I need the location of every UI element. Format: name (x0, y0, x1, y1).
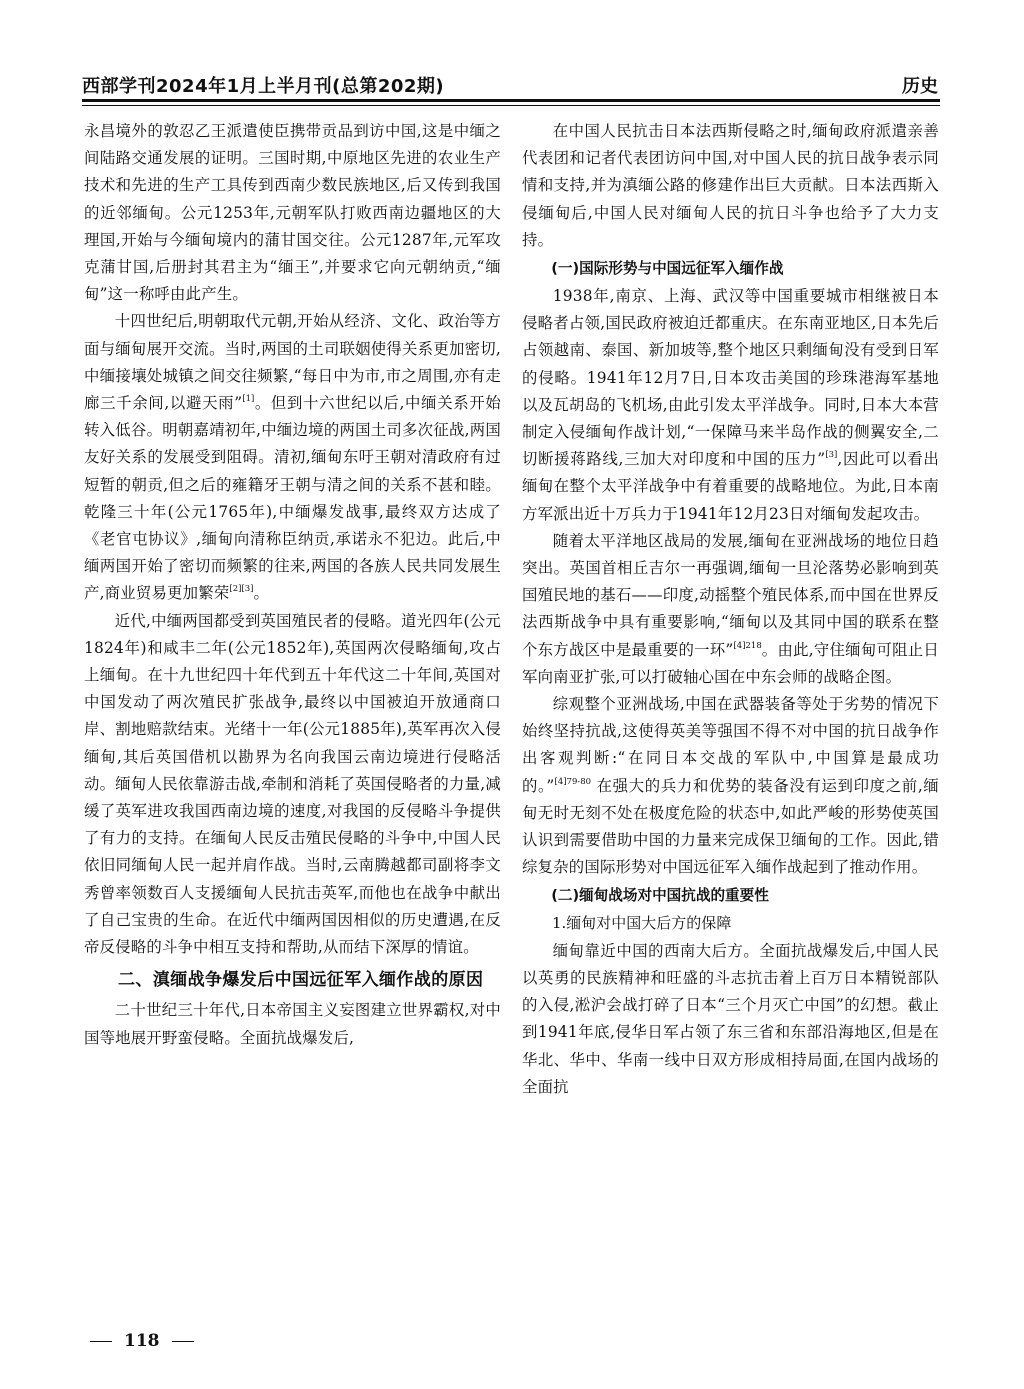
paragraph: 综观整个亚洲战场,中国在武器装备等处于劣势的情况下始终坚持抗战,这使得英美等强国不得不对中国的抗日战争作出客观判断:“在同日本交战的军队中,中国算是最成功的。”$^{[4]79-80}$ 在强大的兵力和优势的装备没有运到印度之前,缅甸无时无刻不处在极度危险的状态中,如此严峻的形势使英国认识到需要借助中国的力量来完成保卫缅甸的工作。因此,错综复杂的国际形势对中国远征军入缅作战起到了推动作用。 (522, 695, 939, 877)
footer-dash-left (90, 1341, 112, 1342)
paragraph: 缅甸靠近中国的西南大后方。全面抗战爆发后,中国人民以英勇的民族精神和旺盛的斗志抗击着上百万日本精锐部队的入侵,淞沪会战打碎了日本“三个月灭亡中国”的幻想。截止到1941年底,侵华日军占领了东三省和东部沿海地区,但是在华北、华中、华南一线中日双方形成相持局面,在国内战场的全面抗 (522, 941, 939, 1096)
running-header (82, 70, 940, 102)
page-number: 118 (124, 1331, 160, 1351)
subsection-heading: (一)国际形势与中国远征军入缅作战 (551, 260, 784, 278)
page-footer (90, 1331, 194, 1351)
section-label: 历史 (902, 76, 938, 97)
header-rule-thick (82, 99, 940, 102)
paragraph: 1938年,南京、上海、武汉等中国重要城市相继被日本侵略者占领,国民政府被迫迁都重庆。在东南亚地区,日本先后占领越南、泰国、新加坡等,整个地区只剩缅甸没有受到日军的侵略。1941年12月7日,日本攻击美国的珍珠港海军基地以及瓦胡岛的飞机场,由此引发太平洋战争。同时,日本大本营制定入侵缅甸作战计划,“一保障马来半岛作战的侧翼安全,二切断援蒋路线,三加大对印度和中国的压力”[3],因此可以看出缅甸在整个太平洋战争中有着重要的战略地位。为此,日本南方军派出近十万兵力于1941年12月23日对缅甸发起攻击。 (522, 287, 939, 523)
paragraph: 十四世纪后,明朝取代元朝,开始从经济、文化、政治等方面与缅甸展开交流。当时,两国的土司联姻使得关系更加密切,中缅接壤处城镇之间交往频繁,“每日中为市,市之周围,亦有走廊三千余间,以避天雨”[1]。但到十六世纪以后,中缅关系开始转入低谷。明朝嘉靖初年,中缅边境的两国土司多次征战,两国友好关系的发展受到阻碍。清初,缅甸东吁王朝对清政府有过短暂的朝贡,但之后的雍籍牙王朝与清之间的关系不甚和睦。乾隆三十年(公元1765年),中缅爆发战事,最终双方达成了《老官屯协议》,缅甸向清称臣纳贡,承诺永不犯边。此后,中缅两国开始了密切而频繁的往来,两国的各族人民共同发展生产,商业贸易更加繁荣[2][3]。 (84, 312, 501, 603)
left-column (84, 118, 501, 1052)
paragraph: 在中国人民抗击日本法西斯侵略之时,缅甸政府派遣亲善代表团和记者代表团访问中国,对中国人民的抗日战争表示同情和支持,并为滇缅公路的修建作出巨大贡献。日本法西斯入侵缅甸后,中国人民对缅甸人民的抗日斗争也给予了大力支持。 (522, 122, 939, 249)
citation-ref: [1] (242, 394, 255, 405)
sub-subsection-heading: 1.缅甸对中国大后方的保障 (552, 914, 732, 933)
footer-dash-right (172, 1341, 194, 1342)
paragraph: 永昌境外的敦忍乙王派遣使臣携带贡品到访中国,这是中缅之间陆路交通发展的证明。三国时期,中原地区先进的农业生产技术和先进的生产工具传到西南少数民族地区,后又传到我国的近邻缅甸。公元1253年,元朝军队打败西南边疆地区的大理国,开始与今缅甸境内的蒲甘国交往。公元1287年,元军攻克蒲甘国,后册封其君主为“缅王”,并要求它向元朝纳贡,“缅甸”这一称呼由此产生。 (84, 122, 501, 304)
right-column (522, 118, 939, 1101)
citation-ref: [4]79-80 (554, 776, 592, 787)
paragraph: 二十世纪三十年代,日本帝国主义妄图建立世界霸权,对中国等地展开野蛮侵略。全面抗战爆发后, (84, 1001, 501, 1047)
subsection-heading: (二)缅甸战场对中国抗战的重要性 (551, 887, 769, 905)
header-rule-thin (82, 105, 940, 106)
citation-ref: [4]218 (733, 640, 762, 651)
citation-ref: [3] (825, 450, 838, 461)
citation-ref: [2][3] (229, 584, 254, 595)
section-heading: 二、滇缅战争爆发后中国远征军入缅作战的原因 (118, 970, 484, 991)
journal-issue-title: 西部学刊2024年1月上半月刊(总第202期) (82, 76, 445, 97)
paragraph: 随着太平洋地区战局的发展,缅甸在亚洲战场的地位日趋突出。英国首相丘吉尔一再强调,缅甸一旦沦落势必影响到英国殖民地的基石——印度,动摇整个殖民体系,而中国在世界反法西斯战争中具有重要影响,“缅甸以及其同中国的联系在整个东方战区中是最重要的一环”$^{[4]218}$。由此,守住缅甸可阻止日军向南亚扩张,可以打破轴心国在中东会师的战略企图。 (522, 531, 940, 686)
paragraph: 近代,中缅两国都受到英国殖民者的侵略。道光四年(公元1824年)和咸丰二年(公元1852年),英国两次侵略缅甸,攻占上缅甸。在十九世纪四十年代到五十年代这二十年间,英国对中国发动了两次殖民扩张战争,最终以中国被迫开放通商口岸、割地赔款结束。光绪十一年(公元1885年),英军再次入侵缅甸,其后英国借机以勘界为名向我国云南边境进行侵略活动。缅甸人民依靠游击战,牵制和消耗了英国侵略者的力量,减缓了英军进攻我国西南边境的速度,对我国的反侵略斗争提供了有力的支持。在缅甸人民反击殖民侵略的斗争中,中国人民依旧同缅甸人民一起并肩作战。当时,云南腾越都司副将李文秀曾率领数百人支援缅甸人民抗击英军,而他也在战争中献出了自己宝贵的生命。在近代中缅两国因相似的历史遭遇,在反帝反侵略的斗争中相互支持和帮助,从而结下深厚的情谊。 (84, 611, 501, 957)
